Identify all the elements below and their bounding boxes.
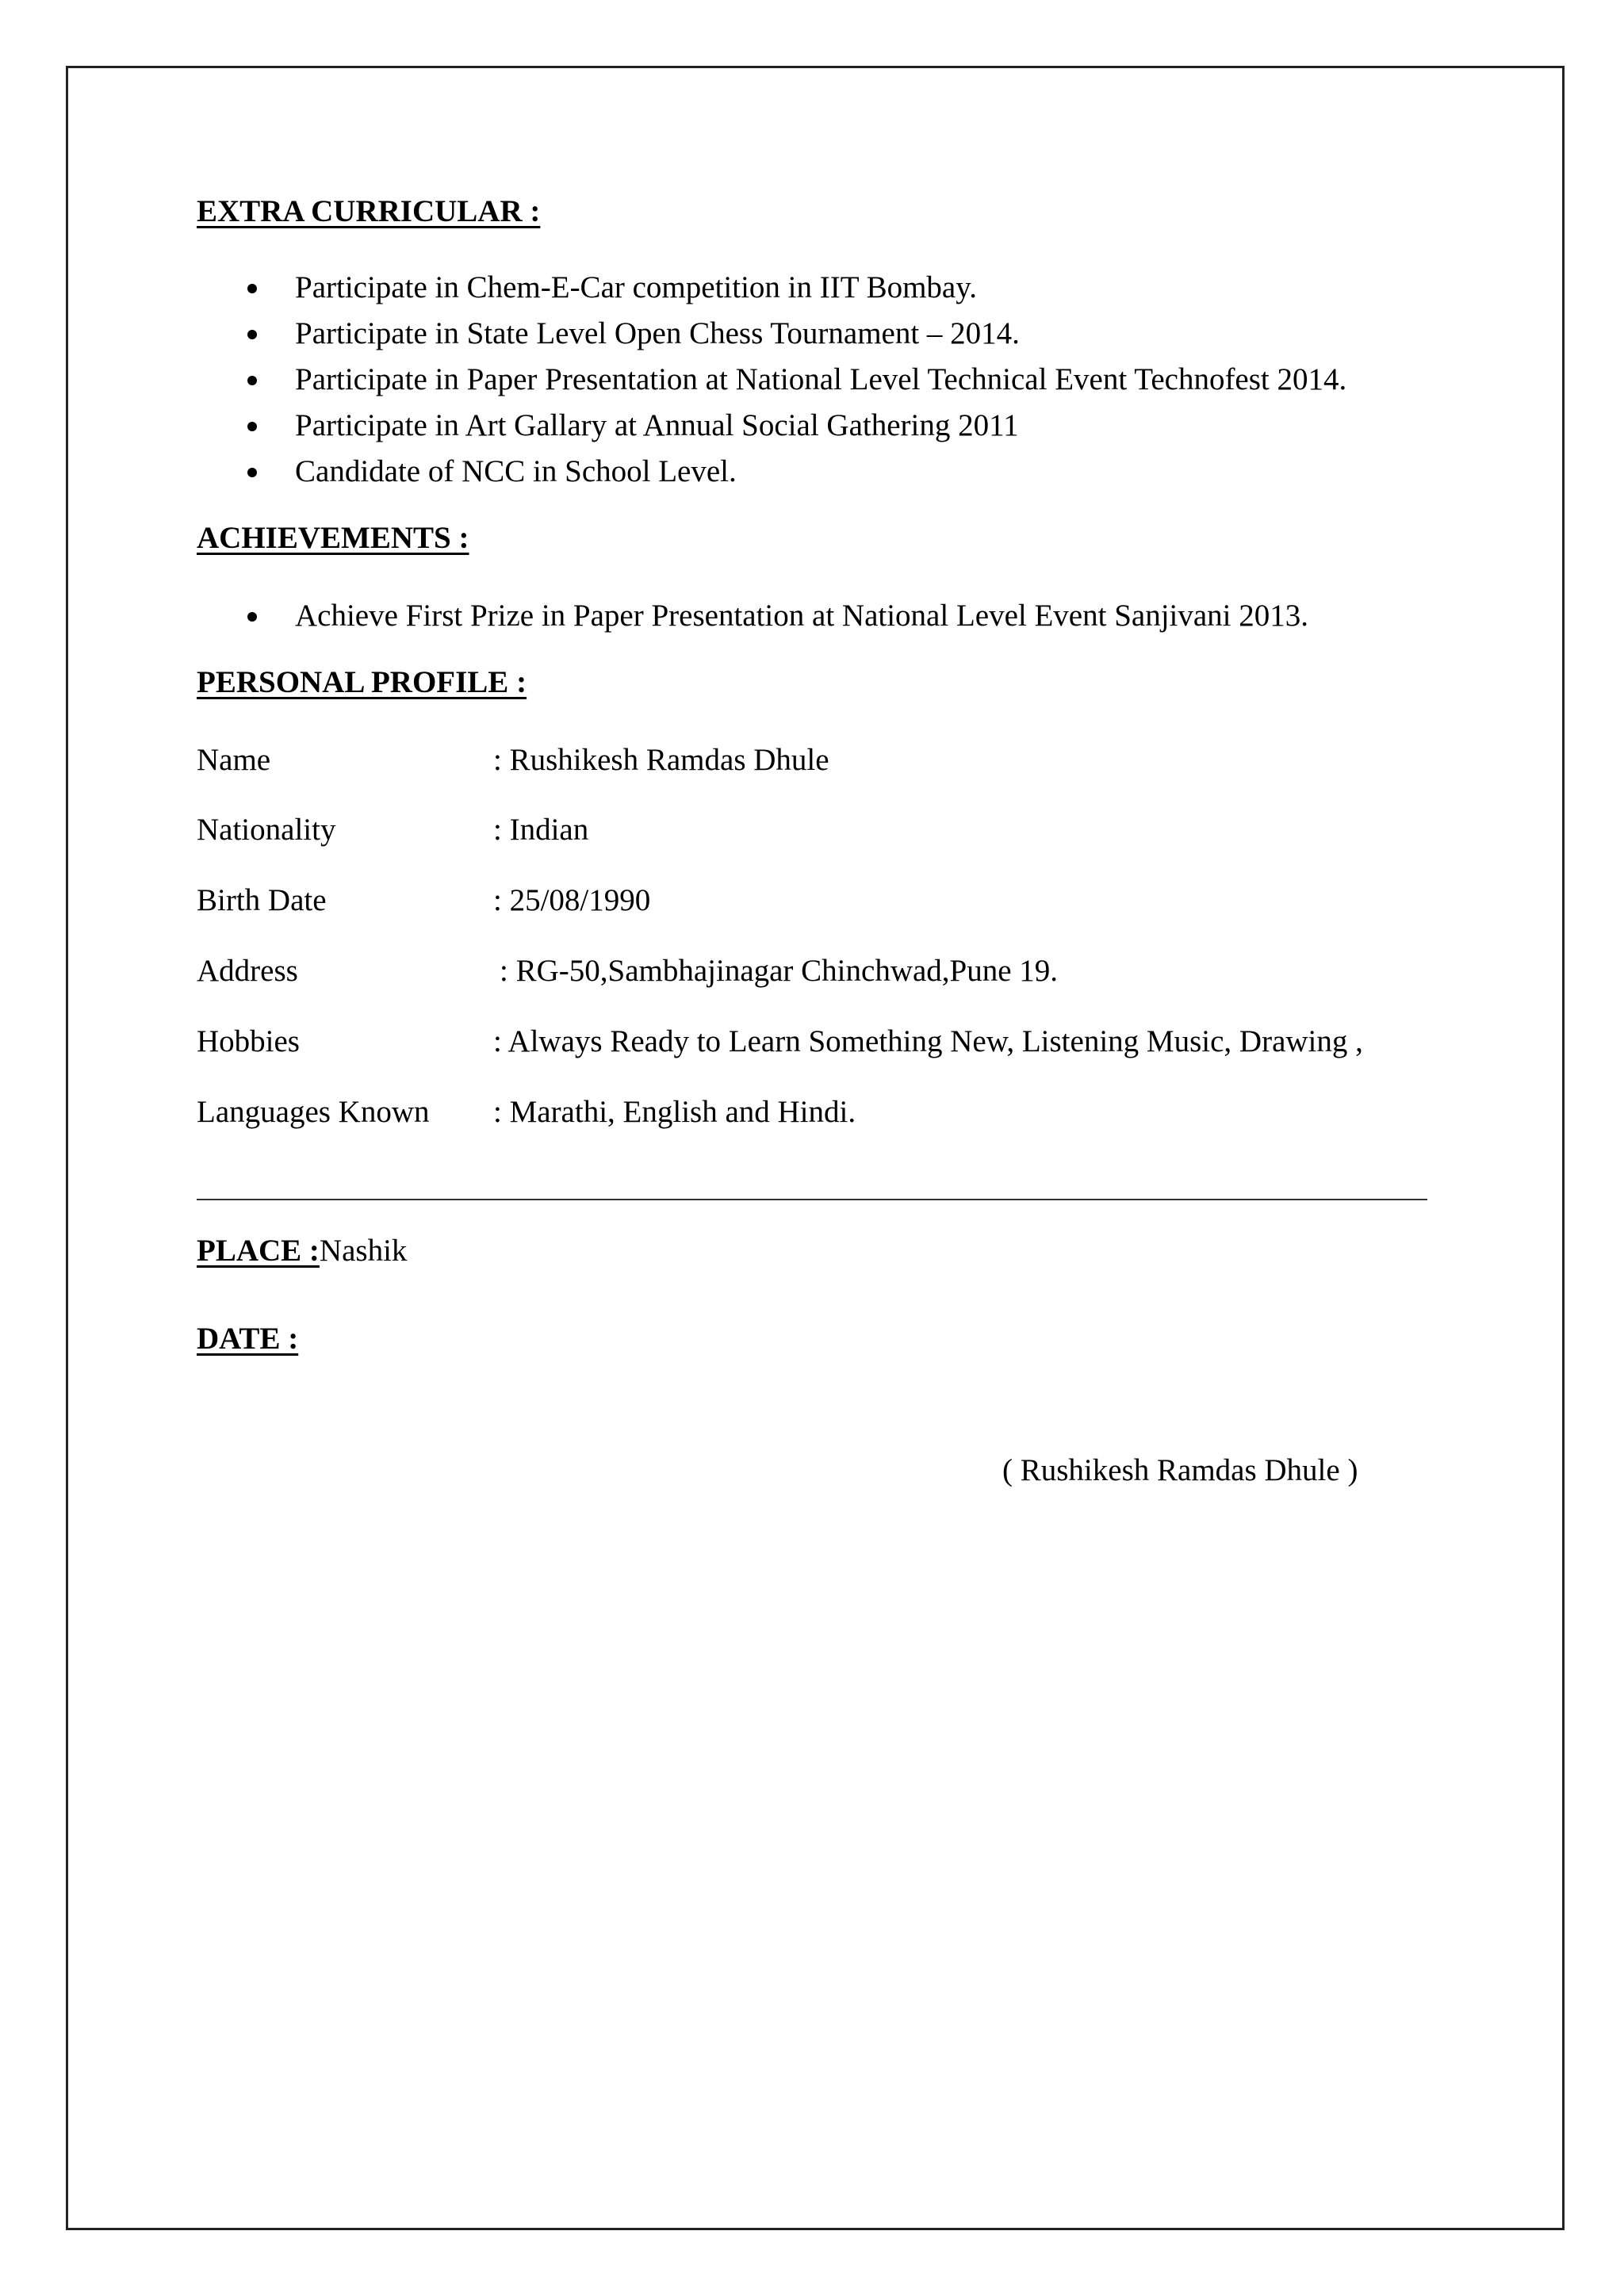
list-item: Participate in State Level Open Chess Tournament – 2014.: [197, 311, 1346, 357]
profile-label: Name: [197, 743, 271, 777]
bullet-icon: [247, 376, 257, 385]
date-label: DATE :: [197, 1322, 299, 1356]
profile-value: : Always Ready to Learn Something New, Listening Music, Drawing ,: [493, 1024, 1363, 1058]
extra-curricular-list: [197, 265, 1346, 495]
bullet-icon: [247, 468, 257, 477]
achievements-list: [197, 593, 1308, 639]
profile-label: Birth Date: [197, 883, 327, 917]
bullet-icon: [247, 284, 257, 293]
profile-value: : 25/08/1990: [493, 883, 651, 917]
place-line: [197, 1233, 407, 1269]
divider: [197, 1199, 1427, 1200]
list-item: Participate in Paper Presentation at National Level Technical Event Technofest 2014.: [197, 357, 1346, 403]
profile-value: : Marathi, English and Hindi.: [493, 1095, 856, 1129]
profile-label: Languages Known: [197, 1095, 430, 1129]
place-label: PLACE :: [197, 1234, 320, 1268]
list-item: Achieve First Prize in Paper Presentation at National Level Event Sanjivani 2013.: [197, 593, 1308, 639]
profile-value: : Rushikesh Ramdas Dhule: [493, 743, 829, 777]
list-item: Candidate of NCC in School Level.: [197, 449, 1346, 495]
signature-name: ( Rushikesh Ramdas Dhule ): [1002, 1453, 1358, 1487]
profile-value: : RG-50,Sambhajinagar Chinchwad,Pune 19.: [500, 954, 1059, 988]
list-item: Participate in Chem-E-Car competition in IIT Bombay.: [197, 265, 1346, 311]
profile-label: Address: [197, 954, 298, 988]
profile-label: Nationality: [197, 813, 336, 847]
bullet-icon: [247, 612, 257, 622]
bullet-icon: [247, 330, 257, 339]
place-value: Nashik: [319, 1234, 408, 1268]
bullet-icon: [247, 422, 257, 431]
personal-profile-heading: PERSONAL PROFILE :: [197, 665, 527, 699]
profile-value: : Indian: [493, 813, 589, 847]
list-item: Participate in Art Gallary at Annual Social Gathering 2011: [197, 403, 1346, 449]
profile-label: Hobbies: [197, 1024, 300, 1058]
achievements-heading: ACHIEVEMENTS :: [197, 521, 469, 555]
extra-curricular-heading: EXTRA CURRICULAR :: [197, 194, 541, 228]
